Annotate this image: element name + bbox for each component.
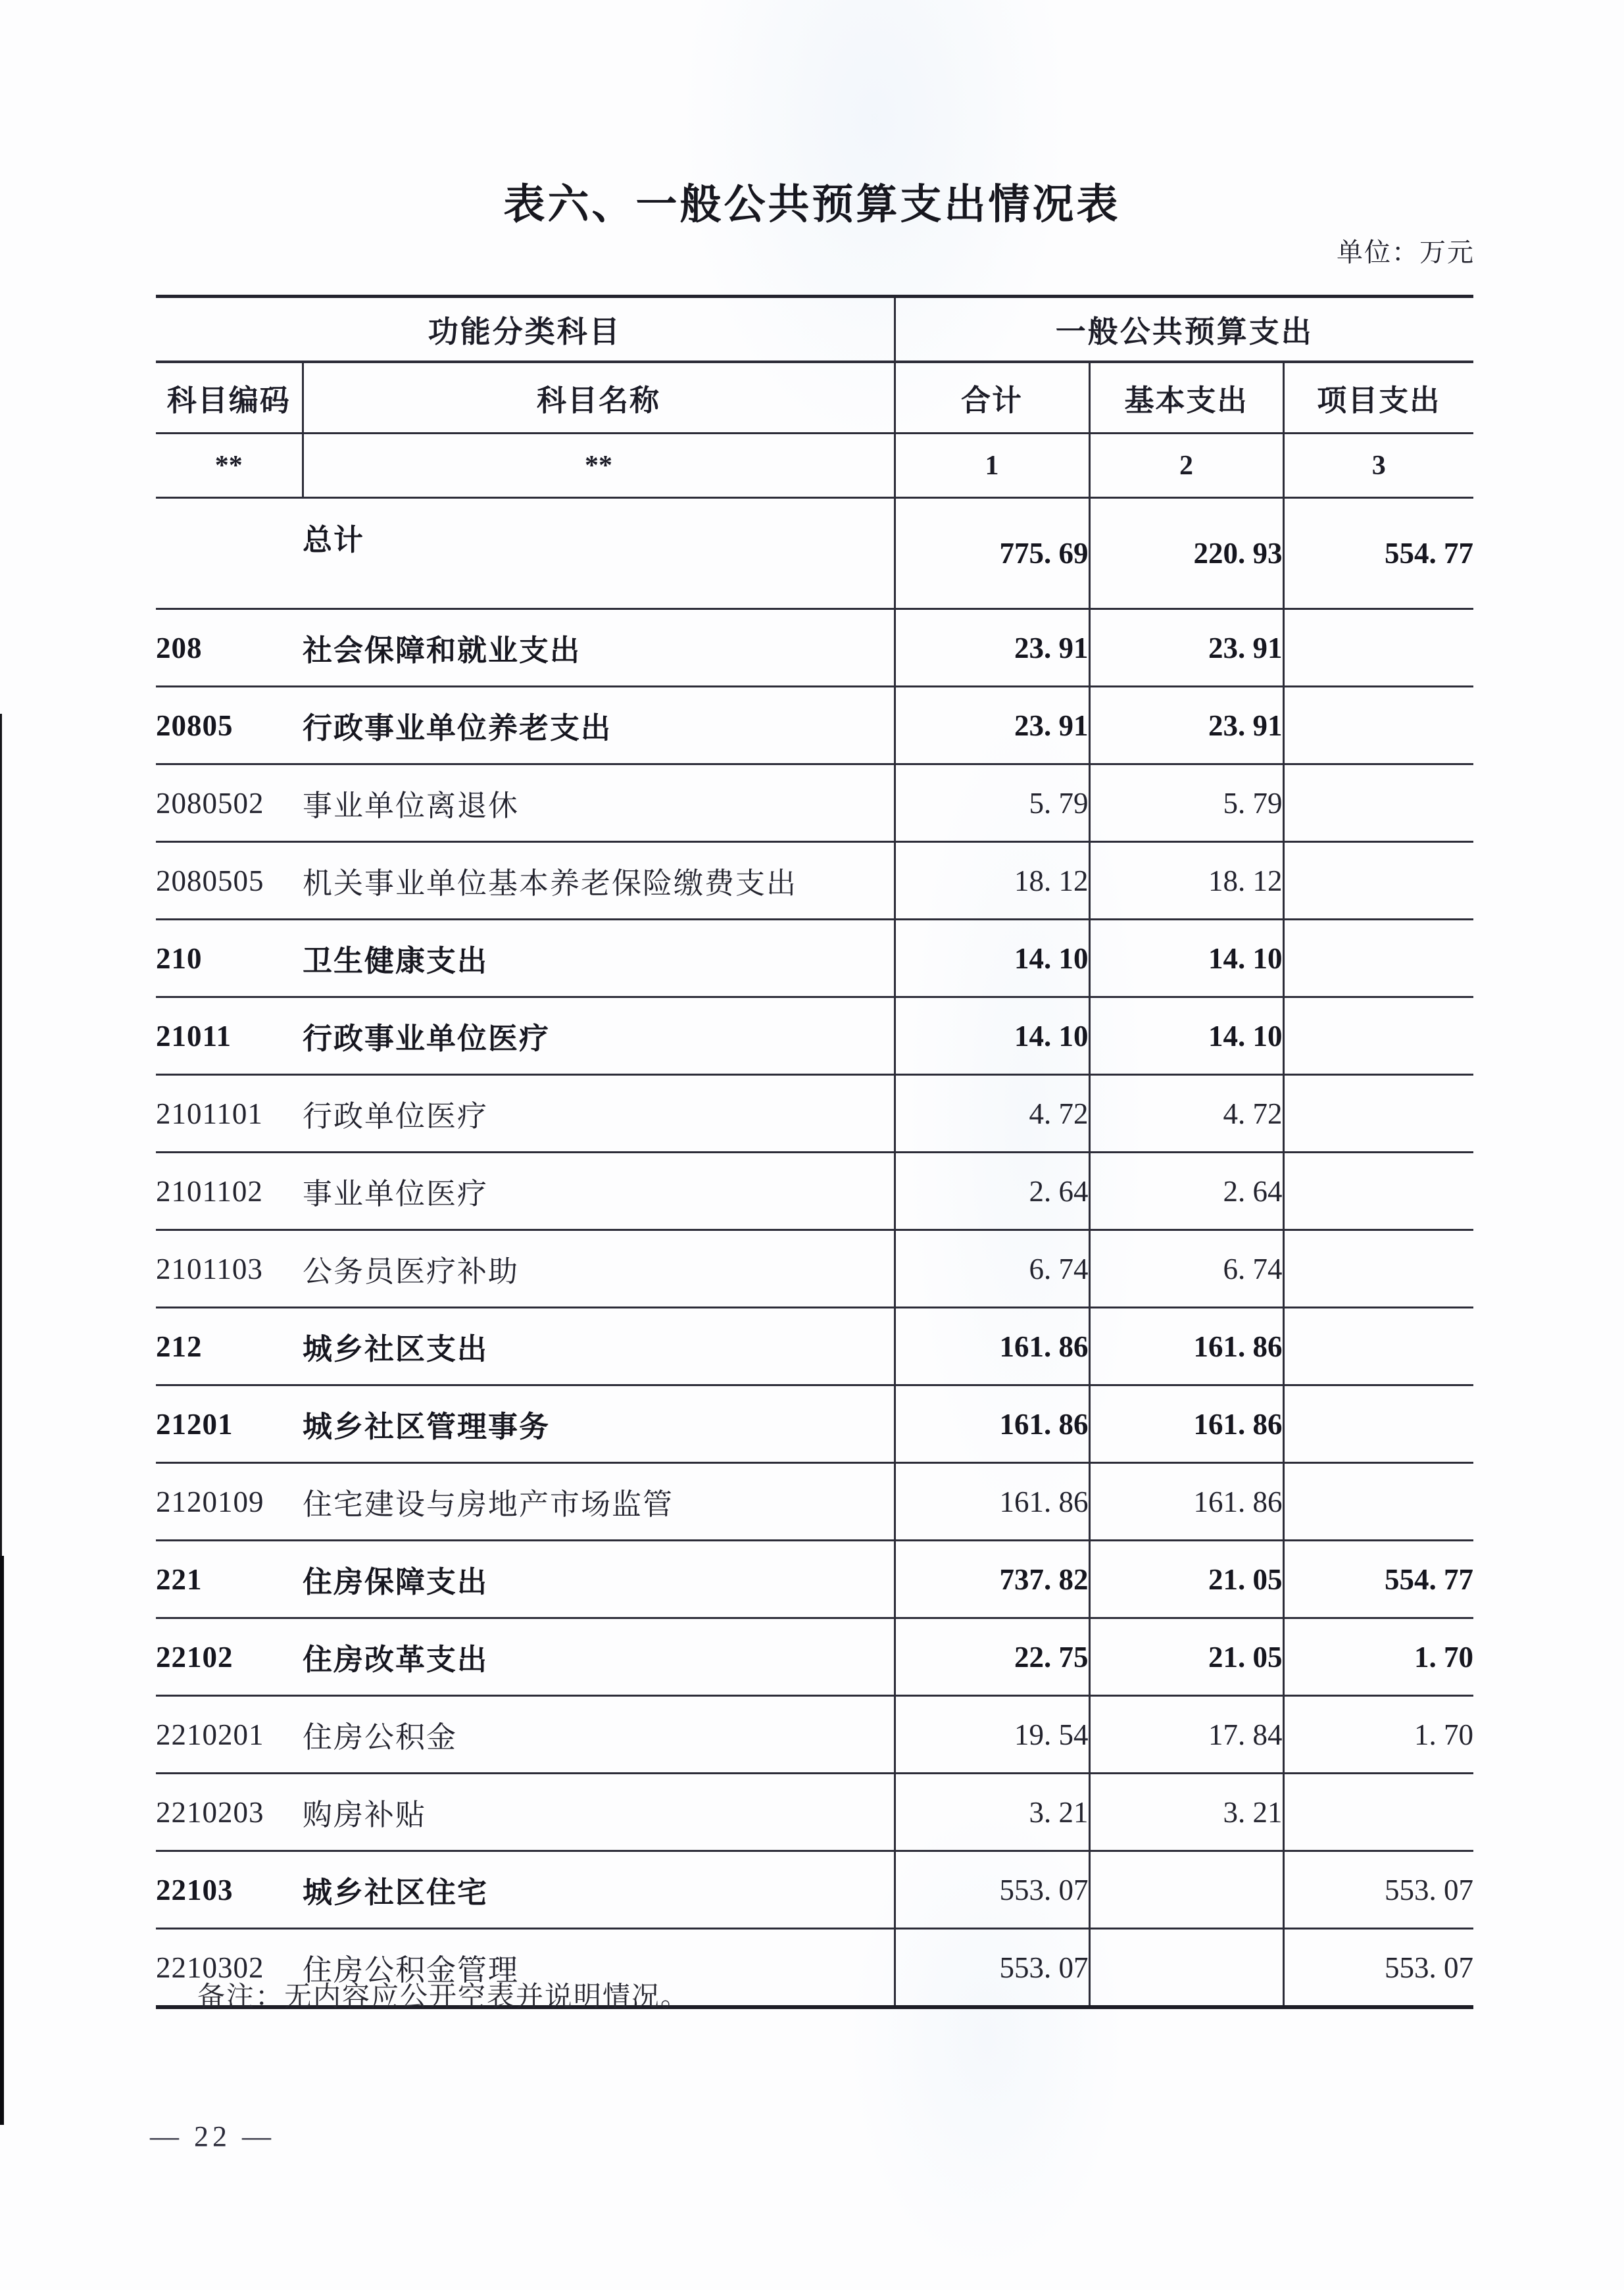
footer-note: 备注：无内容应公开空表并说明情况。 [197,1982,690,2012]
total-cell: 775. 69 [895,498,1089,609]
subject-name-cell: 行政事业单位养老支出 [303,687,895,764]
subject-code-cell: 21201 [156,1385,303,1463]
basic-expense-cell: 17. 84 [1089,1696,1283,1774]
col-project-expense: 项目支出 [1283,362,1473,434]
subject-name-cell: 卫生健康支出 [303,920,895,997]
project-expense-cell [1283,1075,1473,1153]
total-cell: 14. 10 [895,997,1089,1075]
subject-name-cell: 城乡社区支出 [303,1308,895,1385]
total-cell: 19. 54 [895,1696,1089,1774]
table-row [156,1153,1473,1230]
project-expense-cell [1283,609,1473,687]
total-cell: 161. 86 [895,1308,1089,1385]
project-expense-cell [1283,1774,1473,1851]
project-expense-cell: 554. 77 [1283,1541,1473,1618]
table-row [156,1075,1473,1153]
subject-code-cell: 2101102 [156,1153,303,1230]
total-cell: 161. 86 [895,1463,1089,1541]
basic-expense-cell: 161. 86 [1089,1463,1283,1541]
table-row [156,764,1473,842]
total-cell: 22. 75 [895,1618,1089,1696]
table-row [156,1463,1473,1541]
header-general-budget-expenditure: 一般公共预算支出 [895,297,1473,362]
total-cell: 553. 07 [895,1929,1089,2008]
index-cell: 1 [895,434,1089,498]
subject-name-cell: 总计 [303,498,895,609]
basic-expense-cell [1089,1851,1283,1929]
total-cell: 4. 72 [895,1075,1089,1153]
subject-code-cell: 212 [156,1308,303,1385]
table-row [156,1851,1473,1929]
subject-code-cell: 20805 [156,687,303,764]
scan-artifact-bar [0,1556,4,2125]
table-header [156,297,1473,498]
subject-code-cell: 21011 [156,997,303,1075]
project-expense-cell [1283,1463,1473,1541]
table-row [156,1385,1473,1463]
basic-expense-cell: 14. 10 [1089,920,1283,997]
basic-expense-cell: 161. 86 [1089,1385,1283,1463]
subject-name-cell: 城乡社区管理事务 [303,1385,895,1463]
table-row [156,1618,1473,1696]
subject-code-cell: 2101101 [156,1075,303,1153]
subject-name-cell: 住房公积金 [303,1696,895,1774]
total-cell: 5. 79 [895,764,1089,842]
subject-code-cell: 2120109 [156,1463,303,1541]
basic-expense-cell: 5. 79 [1089,764,1283,842]
budget-expenditure-table [156,295,1473,2009]
subject-code-cell: 2210201 [156,1696,303,1774]
project-expense-cell: 553. 07 [1283,1929,1473,2008]
total-cell: 23. 91 [895,609,1089,687]
basic-expense-cell: 6. 74 [1089,1230,1283,1308]
header-columns-row [156,362,1473,434]
project-expense-cell [1283,997,1473,1075]
subject-code-cell [156,498,303,609]
table-body [156,498,1473,2008]
project-expense-cell [1283,1230,1473,1308]
subject-code-cell: 210 [156,920,303,997]
basic-expense-cell: 2. 64 [1089,1153,1283,1230]
table-row [156,609,1473,687]
subject-name-cell: 机关事业单位基本养老保险缴费支出 [303,842,895,920]
subject-name-cell: 住房保障支出 [303,1541,895,1618]
subject-code-cell: 22103 [156,1851,303,1929]
project-expense-cell [1283,1153,1473,1230]
table-row [156,1541,1473,1618]
project-expense-cell [1283,764,1473,842]
subject-name-cell: 住房改革支出 [303,1618,895,1696]
project-expense-cell [1283,1385,1473,1463]
index-cell: ** [156,434,303,498]
subject-name-cell: 住房公积金管理 [303,1929,895,2008]
subject-code-cell: 2210302 [156,1929,303,2008]
basic-expense-cell: 23. 91 [1089,687,1283,764]
col-total: 合计 [895,362,1089,434]
page-number: — 22 — [150,2120,275,2153]
project-expense-cell [1283,1308,1473,1385]
page-title: 表六、一般公共预算支出情况表 [503,182,1121,228]
project-expense-cell: 1. 70 [1283,1618,1473,1696]
table-row [156,498,1473,609]
subject-code-cell: 2210203 [156,1774,303,1851]
col-basic-expense: 基本支出 [1089,362,1283,434]
table-row [156,687,1473,764]
subject-code-cell: 2101103 [156,1230,303,1308]
subject-code-cell: 2080505 [156,842,303,920]
subject-code-cell: 208 [156,609,303,687]
subject-name-cell: 社会保障和就业支出 [303,609,895,687]
scan-artifact-bar [0,714,2,1556]
col-subject-code: 科目编码 [156,362,303,434]
total-cell: 3. 21 [895,1774,1089,1851]
unit-label: 单位：万元 [1337,237,1475,267]
table-row [156,1230,1473,1308]
table-row [156,920,1473,997]
subject-name-cell: 城乡社区住宅 [303,1851,895,1929]
total-cell: 18. 12 [895,842,1089,920]
basic-expense-cell: 23. 91 [1089,609,1283,687]
table-row [156,1308,1473,1385]
basic-expense-cell: 161. 86 [1089,1308,1283,1385]
header-functional-classification: 功能分类科目 [156,297,895,362]
header-index-row [156,434,1473,498]
project-expense-cell: 1. 70 [1283,1696,1473,1774]
subject-name-cell: 行政事业单位医疗 [303,997,895,1075]
project-expense-cell [1283,920,1473,997]
header-group-row [156,297,1473,362]
project-expense-cell: 554. 77 [1283,498,1473,609]
basic-expense-cell: 18. 12 [1089,842,1283,920]
table-row [156,1696,1473,1774]
col-subject-name: 科目名称 [303,362,895,434]
project-expense-cell [1283,687,1473,764]
basic-expense-cell: 14. 10 [1089,997,1283,1075]
total-cell: 2. 64 [895,1153,1089,1230]
total-cell: 553. 07 [895,1851,1089,1929]
table-row [156,842,1473,920]
total-cell: 6. 74 [895,1230,1089,1308]
subject-code-cell: 2080502 [156,764,303,842]
project-expense-cell [1283,842,1473,920]
subject-code-cell: 221 [156,1541,303,1618]
basic-expense-cell: 21. 05 [1089,1618,1283,1696]
index-cell: ** [303,434,895,498]
subject-name-cell: 住宅建设与房地产市场监管 [303,1463,895,1541]
total-cell: 14. 10 [895,920,1089,997]
subject-name-cell: 行政单位医疗 [303,1075,895,1153]
index-cell: 2 [1089,434,1283,498]
total-cell: 23. 91 [895,687,1089,764]
subject-name-cell: 事业单位医疗 [303,1153,895,1230]
basic-expense-cell: 220. 93 [1089,498,1283,609]
subject-code-cell: 22102 [156,1618,303,1696]
basic-expense-cell: 4. 72 [1089,1075,1283,1153]
total-cell: 161. 86 [895,1385,1089,1463]
index-cell: 3 [1283,434,1473,498]
basic-expense-cell: 21. 05 [1089,1541,1283,1618]
basic-expense-cell: 3. 21 [1089,1774,1283,1851]
subject-name-cell: 购房补贴 [303,1774,895,1851]
total-cell: 737. 82 [895,1541,1089,1618]
table-row [156,997,1473,1075]
basic-expense-cell [1089,1929,1283,2008]
subject-name-cell: 公务员医疗补助 [303,1230,895,1308]
table-row [156,1774,1473,1851]
subject-name-cell: 事业单位离退休 [303,764,895,842]
project-expense-cell: 553. 07 [1283,1851,1473,1929]
